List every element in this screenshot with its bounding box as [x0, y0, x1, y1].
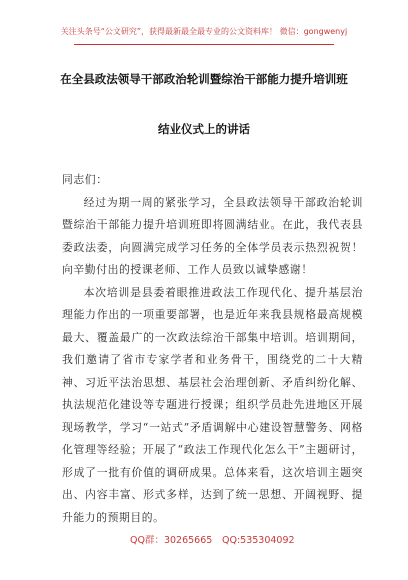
footer-qq-group: QQ群：30265665: [130, 535, 213, 546]
paragraph: 经过为期一周的紧张学习，全县政法领导干部政治轮训暨综治干部能力提升培训班即将圆满结业。在此，我代表县委政法委，向圆满完成学习任务的全体学员表示热烈祝贺！向辛勤付出的授课老师、工作人员致以诚挚感谢！: [62, 195, 363, 276]
header-banner: 关注头条号“公文研究”，获得最新最全最专业的公文资料库！ 微信：gongwenyj: [60, 27, 348, 36]
document-body: [62, 169, 363, 529]
document-title-line-2: 结业仪式上的讲话: [158, 122, 250, 136]
paragraph: 本次培训是县委着眼推进政法工作现代化、提升基层治理能力作出的一项重要部署，也是近年来我县规格最高规模最大、覆盖最广的一次政法综治干部集中培训。培训期间，我们邀请了省市专家学者和业务骨干，围绕党的二十大精神、习近平法治思想、基层社会治理创新、矛盾纠纷化解、执法规范化建设等专题进行授课；组织学员赴先进地区开展现场教学，学习“一站式”矛盾调解中心建设智慧警务、网格化管理等经验；开展了“政法工作现代化怎么干”主题研讨，形成了一批有价值的调研成果。总体来看，这次培训主题突出、内容丰富、形式多样，达到了统一思想、开阔视野、提升能力的预期目的。: [62, 285, 363, 524]
header-rule: [74, 44, 334, 45]
footer: [0, 533, 408, 549]
salutation: 同志们：: [62, 173, 108, 186]
document-title-line-1: 在全县政法领导干部政治轮训暨综治干部能力提升培训班: [60, 72, 348, 86]
footer-qq-contact: QQ:535304092: [222, 535, 295, 546]
